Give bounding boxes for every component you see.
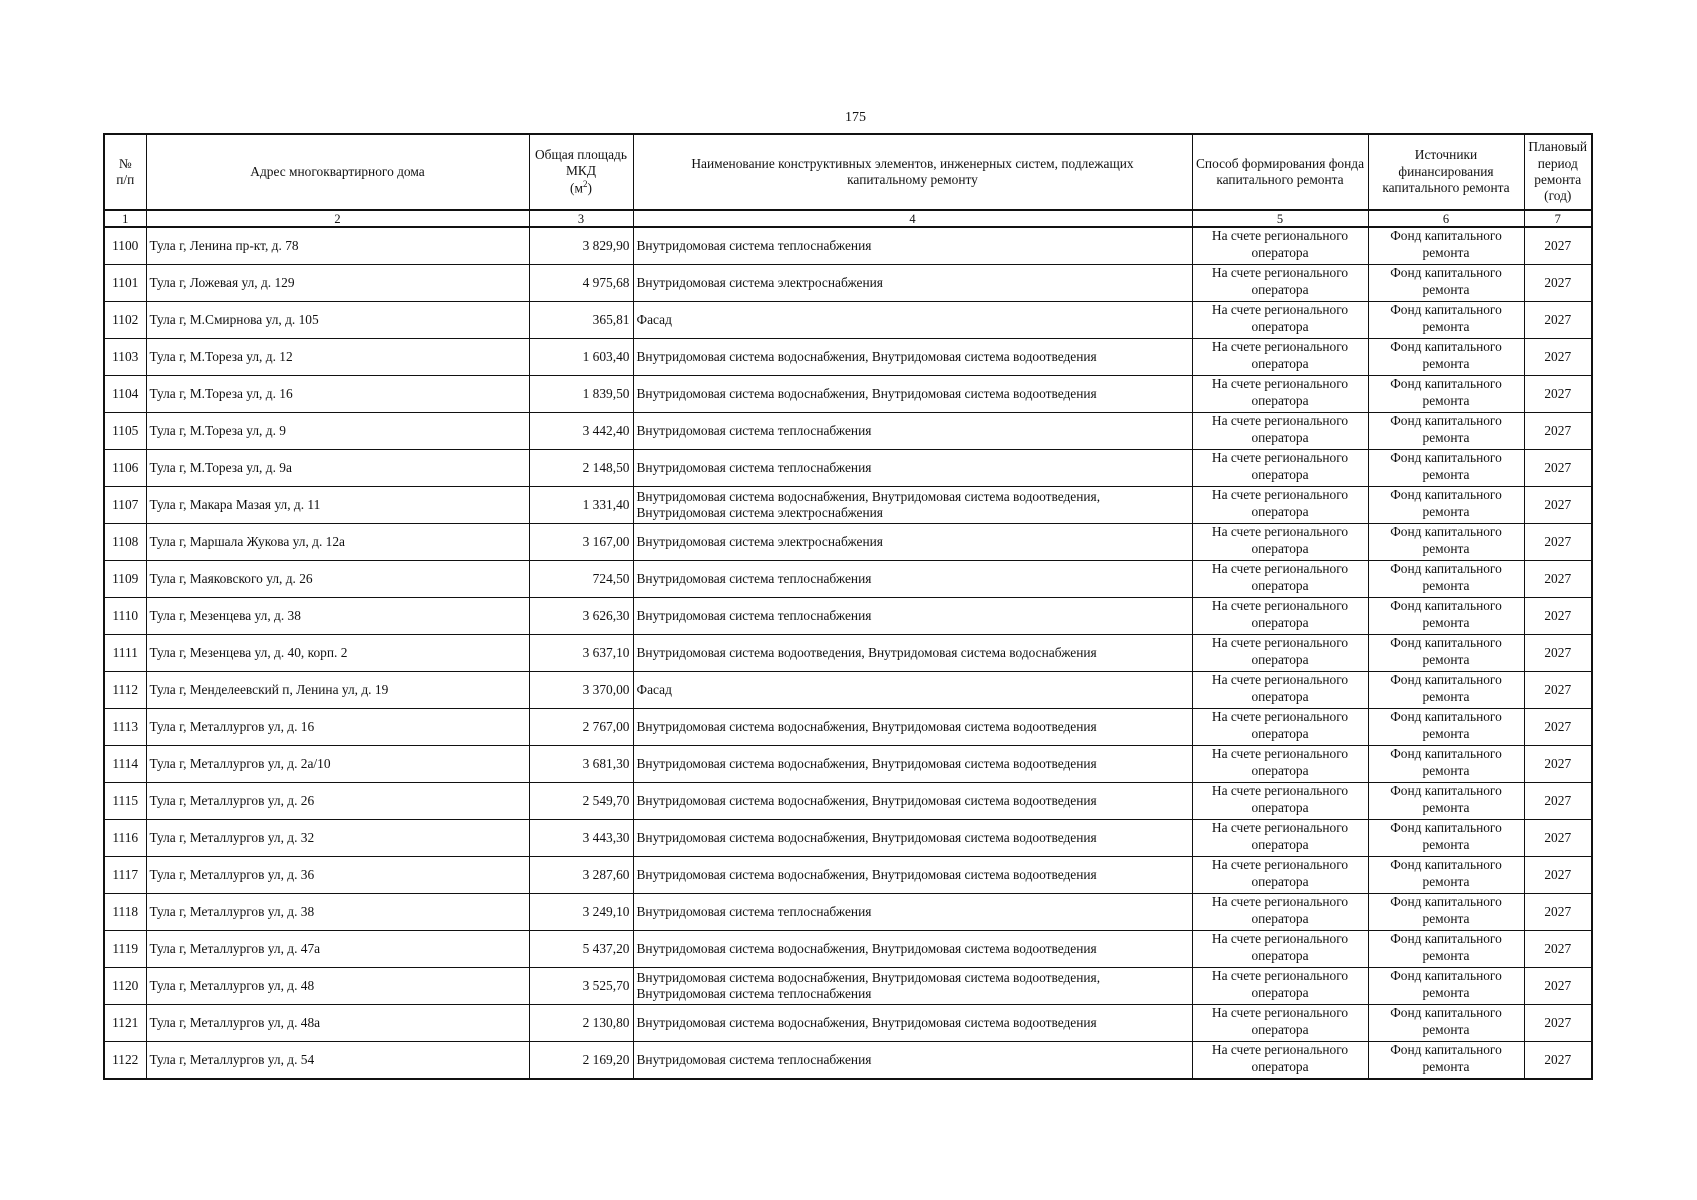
header-area xyxy=(529,134,633,210)
fund-method-cell-text: На счете регионального оператора xyxy=(1211,1042,1349,1074)
source-cell-text: Фонд капитального ремонта xyxy=(1390,746,1502,778)
row-number-cell: 1102 xyxy=(104,302,146,339)
area-cell: 2 767,00 xyxy=(529,709,633,746)
area-cell: 3 167,00 xyxy=(529,524,633,561)
source-cell xyxy=(1368,487,1524,524)
fund-method-cell-text: На счете регионального оператора xyxy=(1211,783,1349,815)
fund-method-cell-text: На счете регионального оператора xyxy=(1211,931,1349,963)
column-number: 5 xyxy=(1192,210,1368,227)
area-cell: 3 443,30 xyxy=(529,820,633,857)
table-body xyxy=(104,227,1592,1079)
area-cell: 3 249,10 xyxy=(529,894,633,931)
year-cell: 2027 xyxy=(1524,1042,1592,1080)
fund-method-cell xyxy=(1192,857,1368,894)
address-cell: Тула г, Мезенцева ул, д. 40, корп. 2 xyxy=(146,635,529,672)
fund-method-cell xyxy=(1192,709,1368,746)
source-cell xyxy=(1368,635,1524,672)
source-cell-text: Фонд капитального ремонта xyxy=(1390,894,1502,926)
source-cell xyxy=(1368,376,1524,413)
address-cell: Тула г, Металлургов ул, д. 38 xyxy=(146,894,529,931)
area-cell: 365,81 xyxy=(529,302,633,339)
area-cell: 2 148,50 xyxy=(529,450,633,487)
header-num xyxy=(104,134,146,210)
area-cell: 3 626,30 xyxy=(529,598,633,635)
fund-method-cell-text: На счете регионального оператора xyxy=(1211,857,1349,889)
year-cell: 2027 xyxy=(1524,598,1592,635)
area-cell: 4 975,68 xyxy=(529,265,633,302)
elements-cell: Внутридомовая система водоснабжения, Внутридомовая система водоотведения xyxy=(633,783,1192,820)
repair-plan-table xyxy=(103,133,1593,1080)
fund-method-cell-text: На счете регионального оператора xyxy=(1211,635,1349,667)
fund-method-cell-text: На счете регионального оператора xyxy=(1211,376,1349,408)
source-cell-text: Фонд капитального ремонта xyxy=(1390,635,1502,667)
elements-cell: Внутридомовая система водоснабжения, Внутридомовая система водоотведения xyxy=(633,1005,1192,1042)
source-cell xyxy=(1368,524,1524,561)
elements-cell: Внутридомовая система электроснабжения xyxy=(633,265,1192,302)
address-cell: Тула г, Макара Мазая ул, д. 11 xyxy=(146,487,529,524)
year-cell: 2027 xyxy=(1524,450,1592,487)
row-number-cell: 1104 xyxy=(104,376,146,413)
header-period: Плановый период ремонта (год) xyxy=(1524,134,1592,210)
table-row xyxy=(104,709,1592,746)
table-row xyxy=(104,635,1592,672)
address-cell: Тула г, М.Тореза ул, д. 12 xyxy=(146,339,529,376)
row-number-cell: 1119 xyxy=(104,931,146,968)
source-cell xyxy=(1368,857,1524,894)
source-cell xyxy=(1368,1005,1524,1042)
fund-method-cell xyxy=(1192,635,1368,672)
table-row xyxy=(104,894,1592,931)
fund-method-cell-text: На счете регионального оператора xyxy=(1211,339,1349,371)
area-cell: 2 169,20 xyxy=(529,1042,633,1080)
address-cell: Тула г, Металлургов ул, д. 26 xyxy=(146,783,529,820)
fund-method-cell xyxy=(1192,450,1368,487)
year-cell: 2027 xyxy=(1524,561,1592,598)
fund-method-cell xyxy=(1192,746,1368,783)
elements-cell: Внутридомовая система теплоснабжения xyxy=(633,227,1192,265)
area-cell: 724,50 xyxy=(529,561,633,598)
column-number-row xyxy=(104,210,1592,227)
elements-cell: Внутридомовая система водоснабжения, Внутридомовая система водоотведения xyxy=(633,746,1192,783)
elements-cell: Внутридомовая система теплоснабжения xyxy=(633,413,1192,450)
fund-method-cell xyxy=(1192,227,1368,265)
source-cell-text: Фонд капитального ремонта xyxy=(1390,487,1502,519)
table-row xyxy=(104,1005,1592,1042)
table-row xyxy=(104,783,1592,820)
header-area-unit-close: ) xyxy=(587,180,592,196)
area-cell: 3 525,70 xyxy=(529,968,633,1005)
source-cell-text: Фонд капитального ремонта xyxy=(1390,376,1502,408)
year-cell: 2027 xyxy=(1524,413,1592,450)
area-cell: 1 603,40 xyxy=(529,339,633,376)
address-cell: Тула г, Маршала Жукова ул, д. 12а xyxy=(146,524,529,561)
table-row xyxy=(104,524,1592,561)
table-row xyxy=(104,672,1592,709)
elements-cell: Внутридомовая система водоснабжения, Внутридомовая система водоотведения xyxy=(633,820,1192,857)
table-row xyxy=(104,561,1592,598)
fund-method-cell xyxy=(1192,524,1368,561)
table-row xyxy=(104,487,1592,524)
fund-method-cell-text: На счете регионального оператора xyxy=(1211,524,1349,556)
area-cell: 3 370,00 xyxy=(529,672,633,709)
fund-method-cell xyxy=(1192,894,1368,931)
elements-cell: Внутридомовая система водоснабжения, Внутридомовая система водоотведения xyxy=(633,709,1192,746)
row-number-cell: 1110 xyxy=(104,598,146,635)
header-area-label: Общая площадь МКД xyxy=(535,146,627,179)
fund-method-cell-text: На счете регионального оператора xyxy=(1211,598,1349,630)
table-row xyxy=(104,857,1592,894)
fund-method-cell-text: На счете регионального оператора xyxy=(1211,894,1349,926)
source-cell xyxy=(1368,931,1524,968)
elements-cell: Внутридомовая система водоснабжения, Внутридомовая система водоотведения xyxy=(633,376,1192,413)
table-row xyxy=(104,746,1592,783)
column-number: 1 xyxy=(104,210,146,227)
address-cell: Тула г, Металлургов ул, д. 36 xyxy=(146,857,529,894)
fund-method-cell xyxy=(1192,968,1368,1005)
year-cell: 2027 xyxy=(1524,265,1592,302)
header-area-unit: (м xyxy=(570,180,583,196)
fund-method-cell xyxy=(1192,561,1368,598)
year-cell: 2027 xyxy=(1524,968,1592,1005)
row-number-cell: 1118 xyxy=(104,894,146,931)
address-cell: Тула г, Металлургов ул, д. 16 xyxy=(146,709,529,746)
area-cell: 2 130,80 xyxy=(529,1005,633,1042)
header-elements: Наименование конструктивных элементов, инженерных систем, подлежащих капитальному ремонту xyxy=(633,134,1192,210)
fund-method-cell-text: На счете регионального оператора xyxy=(1211,968,1349,1000)
fund-method-cell-text: На счете регионального оператора xyxy=(1211,487,1349,519)
address-cell: Тула г, Металлургов ул, д. 54 xyxy=(146,1042,529,1080)
header-row xyxy=(104,134,1592,210)
row-number-cell: 1112 xyxy=(104,672,146,709)
year-cell: 2027 xyxy=(1524,339,1592,376)
elements-cell: Внутридомовая система водоснабжения, Внутридомовая система водоотведения xyxy=(633,857,1192,894)
year-cell: 2027 xyxy=(1524,524,1592,561)
area-cell: 3 442,40 xyxy=(529,413,633,450)
year-cell: 2027 xyxy=(1524,487,1592,524)
address-cell: Тула г, Менделеевский п, Ленина ул, д. 19 xyxy=(146,672,529,709)
source-cell xyxy=(1368,227,1524,265)
source-cell-text: Фонд капитального ремонта xyxy=(1390,968,1502,1000)
fund-method-cell-text: На счете регионального оператора xyxy=(1211,672,1349,704)
fund-method-cell xyxy=(1192,376,1368,413)
year-cell: 2027 xyxy=(1524,857,1592,894)
source-cell xyxy=(1368,302,1524,339)
row-number-cell: 1105 xyxy=(104,413,146,450)
address-cell: Тула г, М.Тореза ул, д. 9а xyxy=(146,450,529,487)
source-cell xyxy=(1368,894,1524,931)
year-cell: 2027 xyxy=(1524,376,1592,413)
elements-cell: Внутридомовая система теплоснабжения xyxy=(633,894,1192,931)
address-cell: Тула г, М.Тореза ул, д. 9 xyxy=(146,413,529,450)
row-number-cell: 1115 xyxy=(104,783,146,820)
source-cell-text: Фонд капитального ремонта xyxy=(1390,931,1502,963)
source-cell-text: Фонд капитального ремонта xyxy=(1390,598,1502,630)
year-cell: 2027 xyxy=(1524,1005,1592,1042)
table-row xyxy=(104,598,1592,635)
header-num-line1: № xyxy=(118,155,132,171)
address-cell: Тула г, Мезенцева ул, д. 38 xyxy=(146,598,529,635)
row-number-cell: 1116 xyxy=(104,820,146,857)
source-cell-text: Фонд капитального ремонта xyxy=(1390,524,1502,556)
row-number-cell: 1107 xyxy=(104,487,146,524)
area-cell: 1 331,40 xyxy=(529,487,633,524)
elements-cell: Внутридомовая система водоснабжения, Внутридомовая система водоотведения, Внутридомовая система теплоснабжения xyxy=(633,968,1192,1005)
table-row xyxy=(104,1042,1592,1080)
address-cell: Тула г, М.Смирнова ул, д. 105 xyxy=(146,302,529,339)
source-cell-text: Фонд капитального ремонта xyxy=(1390,450,1502,482)
fund-method-cell-text: На счете регионального оператора xyxy=(1211,1005,1349,1037)
source-cell xyxy=(1368,561,1524,598)
fund-method-cell-text: На счете регионального оператора xyxy=(1211,450,1349,482)
column-number: 7 xyxy=(1524,210,1592,227)
source-cell xyxy=(1368,1042,1524,1080)
source-cell xyxy=(1368,339,1524,376)
row-number-cell: 1120 xyxy=(104,968,146,1005)
row-number-cell: 1103 xyxy=(104,339,146,376)
table-row xyxy=(104,413,1592,450)
source-cell xyxy=(1368,672,1524,709)
table-row xyxy=(104,339,1592,376)
row-number-cell: 1108 xyxy=(104,524,146,561)
source-cell-text: Фонд капитального ремонта xyxy=(1390,339,1502,371)
year-cell: 2027 xyxy=(1524,302,1592,339)
elements-cell: Фасад xyxy=(633,672,1192,709)
source-cell-text: Фонд капитального ремонта xyxy=(1390,302,1502,334)
fund-method-cell xyxy=(1192,931,1368,968)
fund-method-cell xyxy=(1192,265,1368,302)
year-cell: 2027 xyxy=(1524,227,1592,265)
source-cell-text: Фонд капитального ремонта xyxy=(1390,561,1502,593)
elements-cell: Внутридомовая система водоснабжения, Внутридомовая система водоотведения, Внутридомовая система электроснабжения xyxy=(633,487,1192,524)
column-number: 2 xyxy=(146,210,529,227)
source-cell-text: Фонд капитального ремонта xyxy=(1390,672,1502,704)
elements-cell: Внутридомовая система теплоснабжения xyxy=(633,598,1192,635)
area-cell: 5 437,20 xyxy=(529,931,633,968)
table-row xyxy=(104,968,1592,1005)
row-number-cell: 1117 xyxy=(104,857,146,894)
elements-cell: Фасад xyxy=(633,302,1192,339)
fund-method-cell xyxy=(1192,302,1368,339)
source-cell-text: Фонд капитального ремонта xyxy=(1390,857,1502,889)
fund-method-cell xyxy=(1192,339,1368,376)
header-fund-method: Способ формирования фонда капитального ремонта xyxy=(1192,134,1368,210)
table-row xyxy=(104,376,1592,413)
address-cell: Тула г, Металлургов ул, д. 48а xyxy=(146,1005,529,1042)
source-cell xyxy=(1368,820,1524,857)
area-cell: 1 839,50 xyxy=(529,376,633,413)
address-cell: Тула г, Металлургов ул, д. 32 xyxy=(146,820,529,857)
row-number-cell: 1106 xyxy=(104,450,146,487)
row-number-cell: 1100 xyxy=(104,227,146,265)
fund-method-cell-text: На счете регионального оператора xyxy=(1211,820,1349,852)
address-cell: Тула г, Ложевая ул, д. 129 xyxy=(146,265,529,302)
year-cell: 2027 xyxy=(1524,635,1592,672)
year-cell: 2027 xyxy=(1524,820,1592,857)
elements-cell: Внутридомовая система электроснабжения xyxy=(633,524,1192,561)
source-cell xyxy=(1368,968,1524,1005)
year-cell: 2027 xyxy=(1524,672,1592,709)
elements-cell: Внутридомовая система теплоснабжения xyxy=(633,561,1192,598)
source-cell-text: Фонд капитального ремонта xyxy=(1390,783,1502,815)
header-area-unit-sup: 2 xyxy=(582,179,588,190)
year-cell: 2027 xyxy=(1524,894,1592,931)
area-cell: 3 637,10 xyxy=(529,635,633,672)
address-cell: Тула г, Металлургов ул, д. 2а/10 xyxy=(146,746,529,783)
table-row xyxy=(104,227,1592,265)
source-cell xyxy=(1368,265,1524,302)
source-cell-text: Фонд капитального ремонта xyxy=(1390,265,1502,297)
column-number: 4 xyxy=(633,210,1192,227)
elements-cell: Внутридомовая система водоснабжения, Внутридомовая система водоотведения xyxy=(633,339,1192,376)
fund-method-cell xyxy=(1192,820,1368,857)
fund-method-cell xyxy=(1192,783,1368,820)
elements-cell: Внутридомовая система водоснабжения, Внутридомовая система водоотведения xyxy=(633,931,1192,968)
area-cell: 2 549,70 xyxy=(529,783,633,820)
year-cell: 2027 xyxy=(1524,746,1592,783)
table-row xyxy=(104,820,1592,857)
year-cell: 2027 xyxy=(1524,709,1592,746)
row-number-cell: 1122 xyxy=(104,1042,146,1080)
row-number-cell: 1109 xyxy=(104,561,146,598)
elements-cell: Внутридомовая система водоотведения, Внутридомовая система водоснабжения xyxy=(633,635,1192,672)
page-number: 175 xyxy=(845,110,866,125)
address-cell: Тула г, Маяковского ул, д. 26 xyxy=(146,561,529,598)
fund-method-cell xyxy=(1192,413,1368,450)
source-cell-text: Фонд капитального ремонта xyxy=(1390,1042,1502,1074)
source-cell xyxy=(1368,746,1524,783)
row-number-cell: 1101 xyxy=(104,265,146,302)
fund-method-cell xyxy=(1192,487,1368,524)
elements-cell: Внутридомовая система теплоснабжения xyxy=(633,450,1192,487)
source-cell-text: Фонд капитального ремонта xyxy=(1390,413,1502,445)
address-cell: Тула г, М.Тореза ул, д. 16 xyxy=(146,376,529,413)
header-num-line2: п/п xyxy=(116,172,135,187)
column-number: 6 xyxy=(1368,210,1524,227)
area-cell: 3 287,60 xyxy=(529,857,633,894)
source-cell-text: Фонд капитального ремонта xyxy=(1390,820,1502,852)
table-row xyxy=(104,450,1592,487)
column-number: 3 xyxy=(529,210,633,227)
header-address: Адрес многоквартирного дома xyxy=(146,134,529,210)
fund-method-cell-text: На счете регионального оператора xyxy=(1211,265,1349,297)
fund-method-cell xyxy=(1192,1042,1368,1080)
fund-method-cell-text: На счете регионального оператора xyxy=(1211,413,1349,445)
table-row xyxy=(104,265,1592,302)
source-cell-text: Фонд капитального ремонта xyxy=(1390,228,1502,260)
fund-method-cell xyxy=(1192,598,1368,635)
elements-cell: Внутридомовая система теплоснабжения xyxy=(633,1042,1192,1080)
source-cell xyxy=(1368,783,1524,820)
fund-method-cell-text: На счете регионального оператора xyxy=(1211,228,1349,260)
area-cell: 3 681,30 xyxy=(529,746,633,783)
table-row xyxy=(104,931,1592,968)
year-cell: 2027 xyxy=(1524,783,1592,820)
address-cell: Тула г, Ленина пр-кт, д. 78 xyxy=(146,227,529,265)
source-cell xyxy=(1368,413,1524,450)
row-number-cell: 1111 xyxy=(104,635,146,672)
fund-method-cell-text: На счете регионального оператора xyxy=(1211,302,1349,334)
row-number-cell: 1114 xyxy=(104,746,146,783)
table-row xyxy=(104,302,1592,339)
header-sources: Источники финансирования капитального ремонта xyxy=(1368,134,1524,210)
fund-method-cell-text: На счете регионального оператора xyxy=(1211,746,1349,778)
year-cell: 2027 xyxy=(1524,931,1592,968)
source-cell xyxy=(1368,598,1524,635)
fund-method-cell-text: На счете регионального оператора xyxy=(1211,561,1349,593)
source-cell xyxy=(1368,450,1524,487)
source-cell xyxy=(1368,709,1524,746)
fund-method-cell-text: На счете регионального оператора xyxy=(1211,709,1349,741)
fund-method-cell xyxy=(1192,672,1368,709)
source-cell-text: Фонд капитального ремонта xyxy=(1390,1005,1502,1037)
address-cell: Тула г, Металлургов ул, д. 48 xyxy=(146,968,529,1005)
source-cell-text: Фонд капитального ремонта xyxy=(1390,709,1502,741)
row-number-cell: 1121 xyxy=(104,1005,146,1042)
fund-method-cell xyxy=(1192,1005,1368,1042)
area-cell: 3 829,90 xyxy=(529,227,633,265)
address-cell: Тула г, Металлургов ул, д. 47а xyxy=(146,931,529,968)
row-number-cell: 1113 xyxy=(104,709,146,746)
